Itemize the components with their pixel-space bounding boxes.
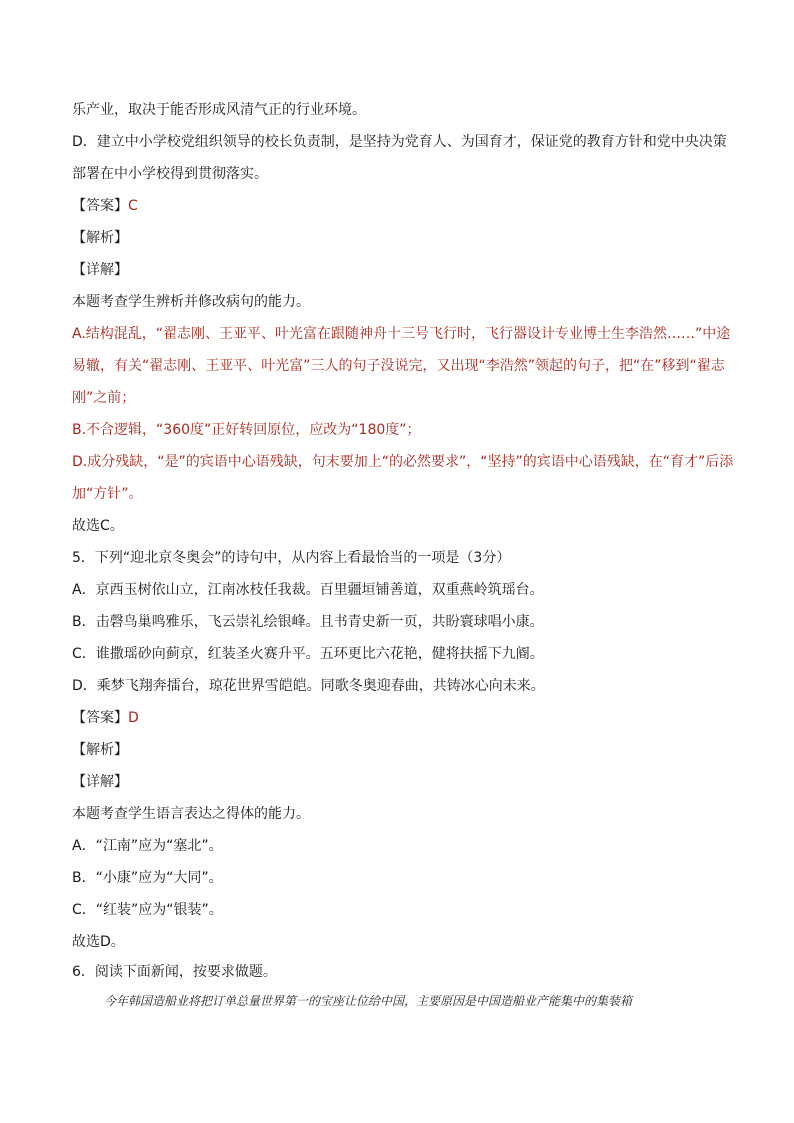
answer-value: D: [128, 710, 139, 726]
explanation-a-line2: 易辙，有关“翟志刚、王亚平、叶光富”三人的句子没说完，又出现“李浩然”领起的句子，把“在”移到“翟志: [72, 358, 725, 374]
news-text-line: 今年韩国造船业将把订单总量世界第一的宝座让位给中国，主要原因是中国造船业产能集中的集装箱: [104, 994, 633, 1008]
question-5-option-c: C．谁撒瑶砂向蓟京，红装圣火赛升平。五环更比六花艳，健将扶摇下九阍。: [72, 646, 544, 662]
question-6-stem: 6．阅读下面新闻，按要求做题。: [72, 964, 277, 980]
conclusion: 故选C。: [72, 518, 124, 534]
question-5-option-d: D．乘梦飞翔奔擂台，琼花世界雪皑皑。同歌冬奥迎春曲，共铸冰心向未来。: [72, 678, 545, 694]
fix-c: C．“红装”应为“银装”。: [72, 902, 223, 918]
detail-label: 【详解】: [72, 774, 128, 790]
option-d-line2: 部署在中小学校得到贯彻落实。: [72, 166, 268, 182]
detail-intro: 本题考查学生辨析并修改病句的能力。: [72, 294, 310, 310]
answer-row: [72, 708, 139, 728]
option-d-line1: D．建立中小学校党组织领导的校长负责制，是坚持为党育人、为国育才，保证党的教育方针和党中央决策: [72, 134, 727, 150]
explanation-b: B.不合逻辑，“360度”正好转回原位，应改为“180度”；: [72, 422, 421, 438]
answer-label: 【答案】: [72, 710, 128, 726]
conclusion: 故选D。: [72, 934, 125, 950]
detail-label: 【详解】: [72, 262, 128, 278]
explanation-d-line2: 加“方针”。: [72, 486, 143, 502]
detail-intro: 本题考查学生语言表达之得体的能力。: [72, 806, 310, 822]
fix-b: B．“小康”应为“大同”。: [72, 870, 223, 886]
question-5-stem: 5．下列“迎北京冬奥会”的诗句中，从内容上看最恰当的一项是（3分）: [72, 550, 511, 566]
explanation-d-line1: D.成分残缺，“是”的宾语中心语残缺，句末要加上“的必然要求”，“坚持”的宾语中心语残缺，在“育才”后添: [72, 454, 734, 470]
fix-a: A．“江南”应为“塞北”。: [72, 838, 223, 854]
text-line: 乐产业，取决于能否形成风清气正的行业环境。: [72, 102, 366, 118]
explanation-a-line1: A.结构混乱，“翟志刚、王亚平、叶光富在跟随神舟十三号飞行时，飞行器设计专业博士生李浩然……”中途: [72, 326, 731, 342]
answer-value: C: [128, 198, 138, 214]
analysis-label: 【解析】: [72, 742, 128, 758]
answer-row: [72, 196, 138, 216]
question-5-option-b: B．击磬鸟巢鸣雅乐，飞云崇礼绘银峰。且书青史新一页，共盼寰球唱小康。: [72, 614, 544, 630]
question-5-option-a: A．京西玉树依山立，江南冰枝任我裁。百里疆垣铺善道，双重燕岭筑瑶台。: [72, 582, 544, 598]
explanation-a-line3: 刚”之前；: [72, 390, 136, 406]
answer-label: 【答案】: [72, 198, 128, 214]
analysis-label: 【解析】: [72, 230, 128, 246]
